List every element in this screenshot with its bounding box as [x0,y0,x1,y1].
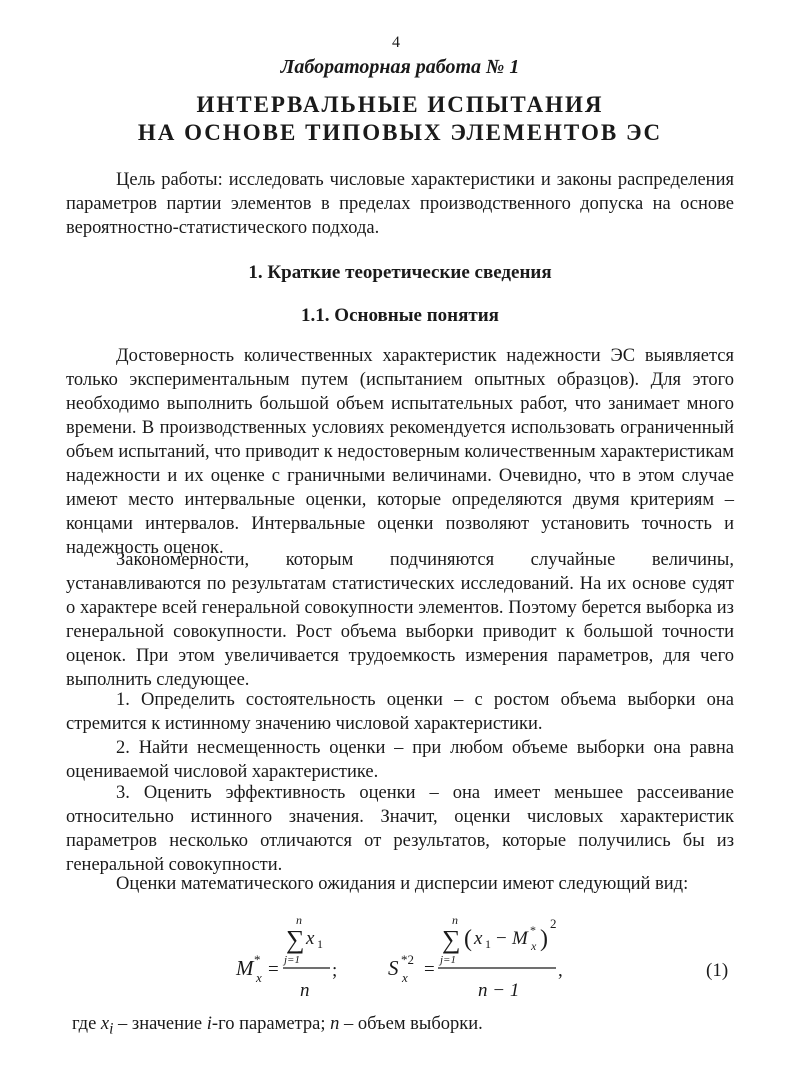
paragraph-regularities: Закономерности, которым подчиняются случайные величины, устанавливаются по результатам статистических исследований. На их основе судят о характере всей генеральной совокупности элементов. Поэтому берется выборка из генеральной совокупности. Рост объема выборки приводит к большой точности оценок. При этом увеличивается трудоемкость измерения параметров, для чего выполнить следующее. [66,550,734,690]
semicolon: ; [332,960,338,981]
where-text-3: – объем выборки. [339,1014,483,1034]
sum2-symbol: ∑ [442,925,461,954]
main-title-line-1: ИНТЕРВАЛЬНЫЕ ИСПЫТАНИЯ [196,92,604,117]
comma: , [558,960,563,981]
where-text-1: – значение [113,1014,207,1034]
paragraph-item-1: 1. Определить состоятельность оценки – с ростом объема выборки она стремится к истинному значению числовой характеристики. [66,690,734,734]
where-line [72,1014,483,1039]
where-var-x-sub: i [109,1020,114,1038]
mx-symbol: M [236,956,254,980]
sum1-lower: j=1 [284,954,300,966]
sum2-lower: j=1 [440,954,456,966]
main-title-line-2: НА ОСНОВЕ ТИПОВЫХ ЭЛЕМЕНТОВ ЭС [137,120,663,145]
where-var-i: i [206,1014,212,1034]
formula-1 [0,908,800,1008]
mx-subscript: x [256,970,262,985]
subsection-title: 1.1. Основные понятия [301,305,499,326]
sum1-upper: n [296,913,302,927]
where-var-n: n [330,1014,340,1034]
paragraph-estimates-intro: Оценки математического ожидания и дисперсии имеют следующий вид: [116,874,689,894]
paragraph-item-2: 2. Найти несмещенность оценки – при любом объеме выборки она равна оцениваемой числовой характеристике. [66,738,734,782]
equals-sign-1: = [268,959,279,980]
denominator-1: n [300,980,310,1001]
where-var-x: x [100,1014,110,1034]
mx-superscript: * [254,952,261,967]
sum2-x: x [474,928,483,949]
inner-m-subscript: x [531,939,537,953]
sx-subscript: x [402,970,408,985]
sum1-symbol: ∑ [286,925,305,954]
sum1-x-sub: 1 [317,937,323,951]
open-paren: ( [464,926,472,952]
sum2-x-sub: 1 [485,937,491,951]
section-title: 1. Краткие теоретические сведения [248,262,552,283]
goal-paragraph: Цель работы: исследовать числовые характеристики и законы распределения параметров партии элементов в пределах производственного допуска на основе вероятностно-статистического подхода. [66,170,734,238]
minus-sign: − [496,928,507,949]
denominator-2: n − 1 [478,980,520,1001]
sx-symbol: S [388,956,399,980]
inner-m-symbol: M [512,928,528,949]
equation-number: (1) [706,960,729,981]
lab-title: Лабораторная работа № 1 [280,56,520,78]
sx-superscript: *2 [401,952,414,967]
inner-m-superscript: * [530,923,536,937]
paragraph-reliability: Достоверность количественных характеристик надежности ЭС выявляется только экспериментальным путем (испытанием опытных образцов). Для этого необходимо выполнить большой объем испытательных работ, что занимает много времени. В производственных условиях рекомендуется использовать ограниченный объем испытаний, что приводит к недостоверным количественным характеристикам надежности и их оценке с граничными величинами. Очевидно, что в этом случае имеют место интервальные оценки, которые определяются двумя критериям – концами интервалов. Интервальные оценки позволяют установить точность и надежность оценок. [66,346,734,558]
page-number: 4 [392,34,400,51]
sum1-x: x [306,928,315,949]
close-paren: ) [540,926,548,952]
where-prefix: где [72,1014,97,1034]
where-text-2: -го параметра; [211,1014,331,1034]
square-exponent: 2 [550,916,557,931]
sum2-upper: n [452,913,458,927]
equals-sign-2: = [424,959,435,980]
paragraph-item-3: 3. Оценить эффективность оценки – она имеет меньшее рассеивание относительно истинного значения. Значит, оценки числовых характеристик параметров несколько отличаются от результатов, которые получились бы из генеральной совокупности. [66,783,734,875]
